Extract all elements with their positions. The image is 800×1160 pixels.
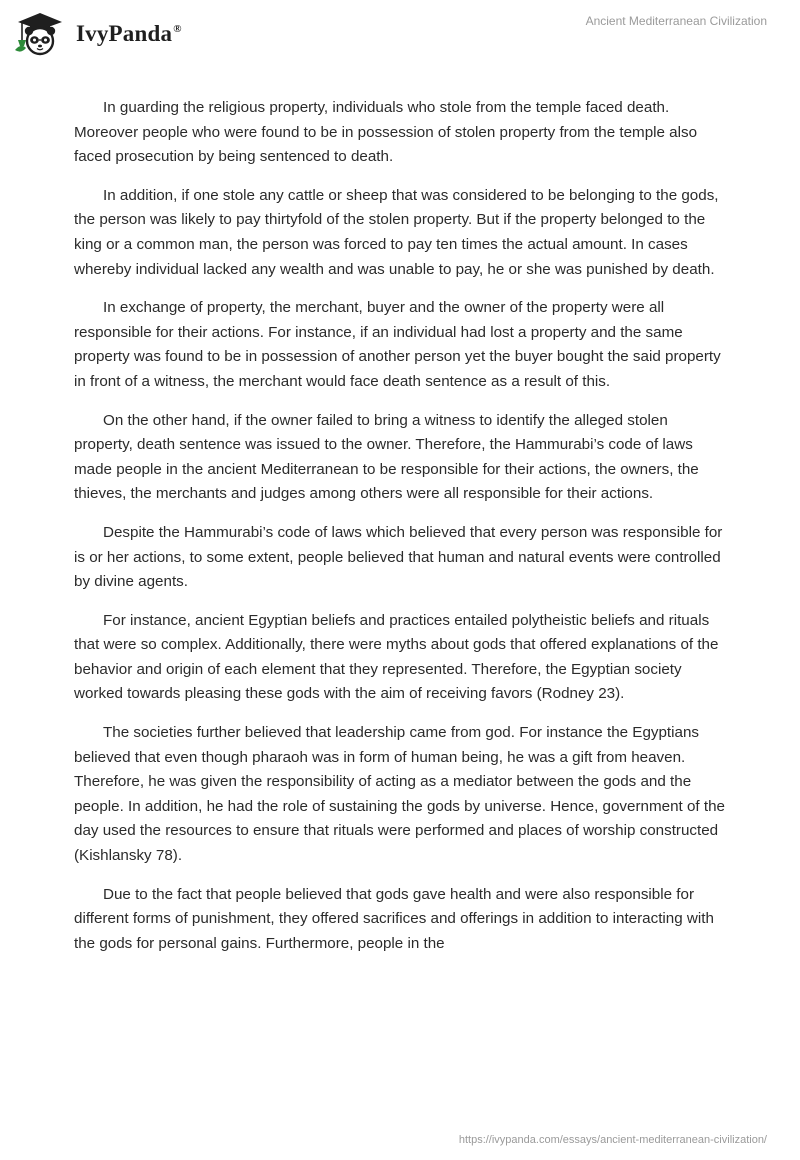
document-title: Ancient Mediterranean Civilization bbox=[585, 14, 767, 28]
essay-paragraph: For instance, ancient Egyptian beliefs and practices entailed polytheistic beliefs and rituals that were so complex. Additionally, there were myths about gods that offered explanations of the behavior and origin of each element that they represented. Therefore, the Egyptian society worked towards pleasing these gods with the aim of receiving favors (Rodney 23). bbox=[74, 611, 719, 703]
essay-paragraph: In exchange of property, the merchant, buyer and the owner of the property were all responsible for their actions. For instance, if an individual had lost a property and the same property was found to be in possession of another person yet the buyer bought the said property in front of a witness, the merchant would face death sentence as a result of this. bbox=[74, 299, 721, 390]
ivypanda-logo-link[interactable] bbox=[12, 10, 182, 58]
essay-content bbox=[74, 96, 728, 970]
essay-paragraph: The societies further believed that leadership came from god. For instance the Egyptians believed that even though pharaoh was in form of human being, he was a gift from heaven. Therefore, he was given the responsibility of acting as a mediator between the gods and the people. In addition, he had the role of sustaining the gods by universe. Hence, government of the day used the resources to ensure that rituals were performed and places of worship constructed (Kishlansky 78). bbox=[74, 724, 725, 865]
essay-paragraph: In guarding the religious property, individuals who stole from the temple faced death. Moreover people who were found to be in possession of stolen property from the temple also faced prosecution by being sentenced to death. bbox=[74, 99, 698, 166]
essay-paragraph: Due to the fact that people believed that gods gave health and were also responsible for different forms of punishment, they offered sacrifices and offerings in addition to interacting with the gods for personal gains. Furthermore, people in the bbox=[74, 885, 714, 952]
essay-paragraph: On the other hand, if the owner failed to bring a witness to identify the alleged stolen property, death sentence was issued to the owner. Therefore, the Hammurabi’s code of laws made people in the ancient Mediterranean to be responsible for their actions, the owners, the thieves, the merchants and judges among others were all responsible for their actions. bbox=[74, 411, 699, 503]
brand-name bbox=[76, 21, 182, 47]
essay-paragraph: In addition, if one stole any cattle or sheep that was considered to be belonging to the gods, the person was likely to pay thirtyfold of the stolen property. But if the property belonged to the king or a common man, the person was forced to pay ten times the actual amount. In cases whereby individual lacked any wealth and was unable to pay, he or she was punished by death. bbox=[74, 186, 719, 278]
brand-name-text: IvyPanda bbox=[76, 21, 173, 46]
source-url-link[interactable]: https://ivypanda.com/essays/ancient-mediterranean-civilization/ bbox=[458, 1134, 767, 1146]
essay-paragraph: Despite the Hammurabi’s code of laws which believed that every person was responsible for is or her actions, to some extent, people believed that human and natural events were controlled by divine agents. bbox=[74, 523, 723, 591]
panda-graduation-cap-icon bbox=[12, 10, 68, 58]
page-header bbox=[0, 0, 800, 70]
registered-mark: ® bbox=[173, 23, 182, 36]
